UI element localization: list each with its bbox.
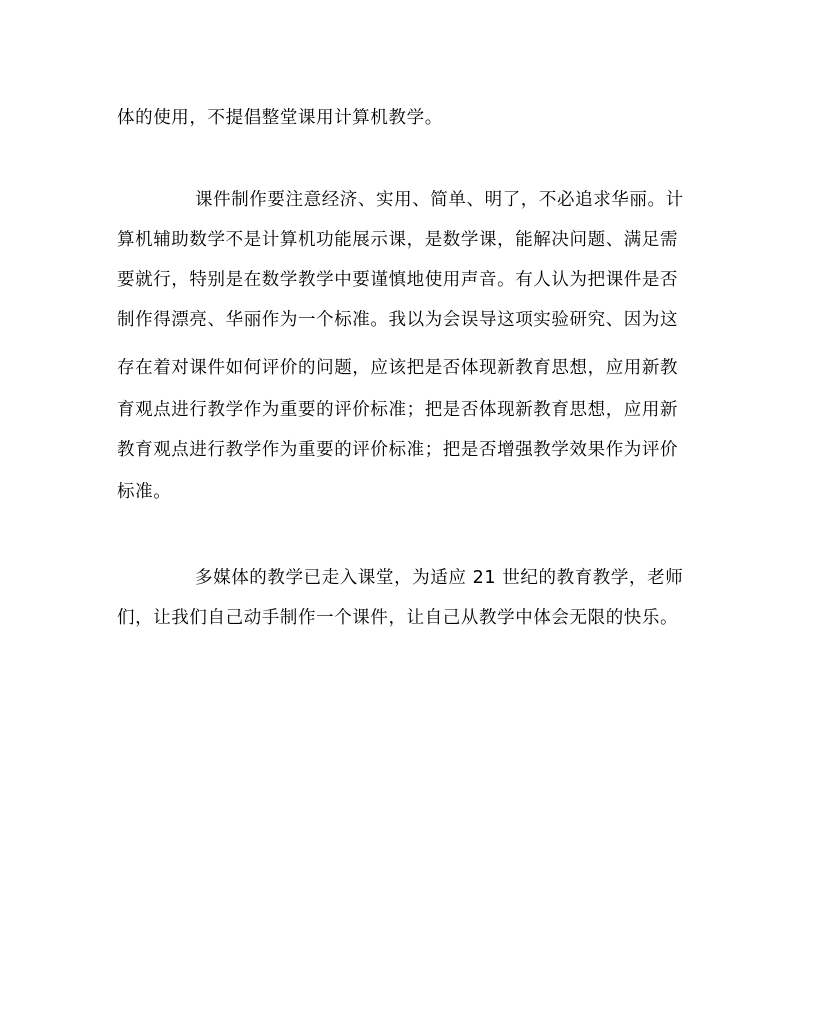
- paragraph-3-line-2: 们，让我们自己动手制作一个课件，让自己从教学中体会无限的快乐。: [117, 608, 679, 628]
- paragraph-3-line-1: 多媒体的教学已走入课堂，为适应 21 世纪的教育教学，老师: [195, 568, 684, 588]
- paragraph-2-line-3: 要就行，特别是在数学教学中要谨慎地使用声音。有人认为把课件是否: [117, 270, 679, 290]
- paragraph-2-line-8: 标准。: [117, 482, 172, 502]
- paragraph-1-line-1: 体的使用，不提倡整堂课用计算机教学。: [117, 108, 443, 128]
- paragraph-2-line-5: 存在着对课件如何评价的问题，应该把是否体现新教育思想，应用新教: [117, 358, 679, 378]
- paragraph-2-line-6: 育观点进行教学作为重要的评价标准；把是否体现新教育思想，应用新: [117, 400, 679, 420]
- paragraph-2-line-2: 算机辅助数学不是计算机功能展示课，是数学课，能解决问题、满足需: [117, 230, 679, 250]
- paragraph-2-line-4: 制作得漂亮、华丽作为一个标准。我以为会误导这项实验研究、因为这: [117, 310, 679, 330]
- paragraph-2-line-1: 课件制作要注意经济、实用、简单、明了，不必追求华丽。计: [195, 190, 684, 210]
- paragraph-2-line-7: 教育观点进行教学作为重要的评价标准；把是否增强教学效果作为评价: [117, 440, 679, 460]
